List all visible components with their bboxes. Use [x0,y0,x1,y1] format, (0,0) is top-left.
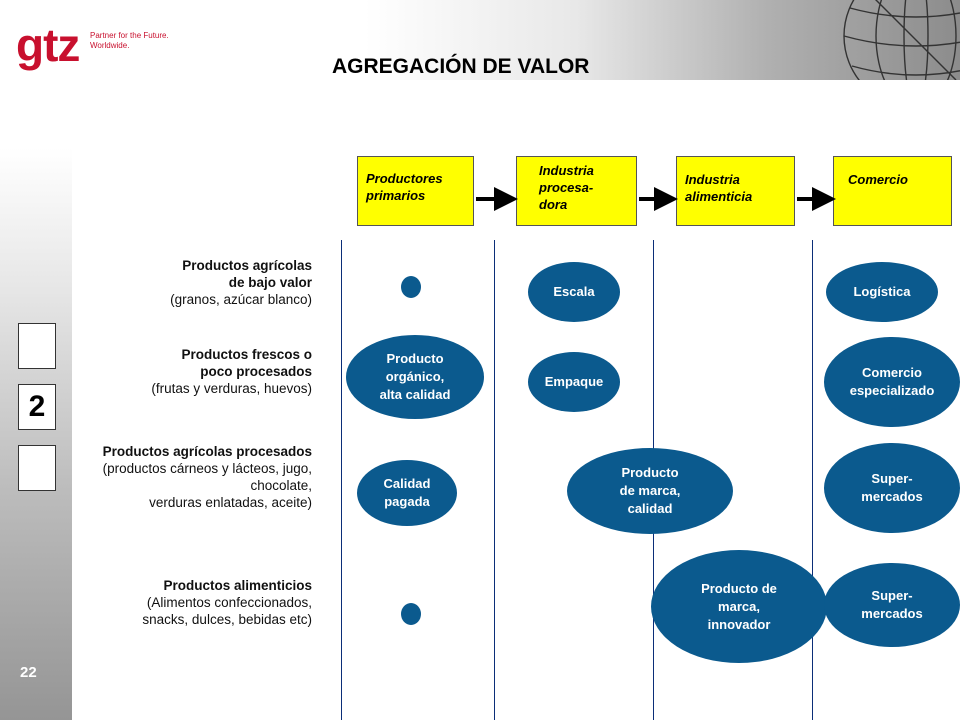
node-empaque: Empaque [528,352,620,412]
chain-box-productores: Productores primarios [357,156,474,226]
row-label-procesados: Productos agrícolas procesados (productos cárneos y lácteos, jugo, chocolate, verduras enlatadas, aceite) [102,444,312,510]
logo-tagline: Partner for the Future. Worldwide. [90,31,169,50]
gtz-logo: gtz [16,19,80,71]
node-producto-marca-innovador: Producto de marca, innovador [651,550,827,663]
node-supermercados-2: Super- mercados [824,563,960,647]
column-divider-2 [494,240,495,720]
chain-box-comercio: Comercio [833,156,952,226]
row-label-bajo-valor: Productos agrícolas de bajo valor (granos, azúcar blanco) [170,258,312,307]
node-producto-organico: Producto orgánico, alta calidad [346,335,484,419]
column-divider-1 [341,240,342,720]
node-escala: Escala [528,262,620,322]
node-logistica: Logística [826,262,938,322]
node-comercio-especializado: Comercio especializado [824,337,960,427]
section-box-2[interactable]: 2 [18,384,56,430]
page-title: AGREGACIÓN DE VALOR [332,55,590,78]
node-supermercados-1: Super- mercados [824,443,960,533]
node-calidad-pagada: Calidad pagada [357,460,457,526]
row-label-frescos: Productos frescos o poco procesados (frutas y verduras, huevos) [151,347,312,396]
dot-marker-row1 [401,276,421,298]
chain-box-industria-alimenticia: Industria alimenticia [676,156,795,226]
page-number: 22 [20,664,37,681]
row-label-alimenticios: Productos alimenticios (Alimentos confeccionados, snacks, dulces, bebidas etc) [142,578,312,627]
node-producto-marca-calidad: Producto de marca, calidad [567,448,733,534]
column-divider-4 [812,240,813,720]
dot-marker-row4 [401,603,421,625]
chain-box-industria-procesadora: Industria procesa- dora [516,156,637,226]
